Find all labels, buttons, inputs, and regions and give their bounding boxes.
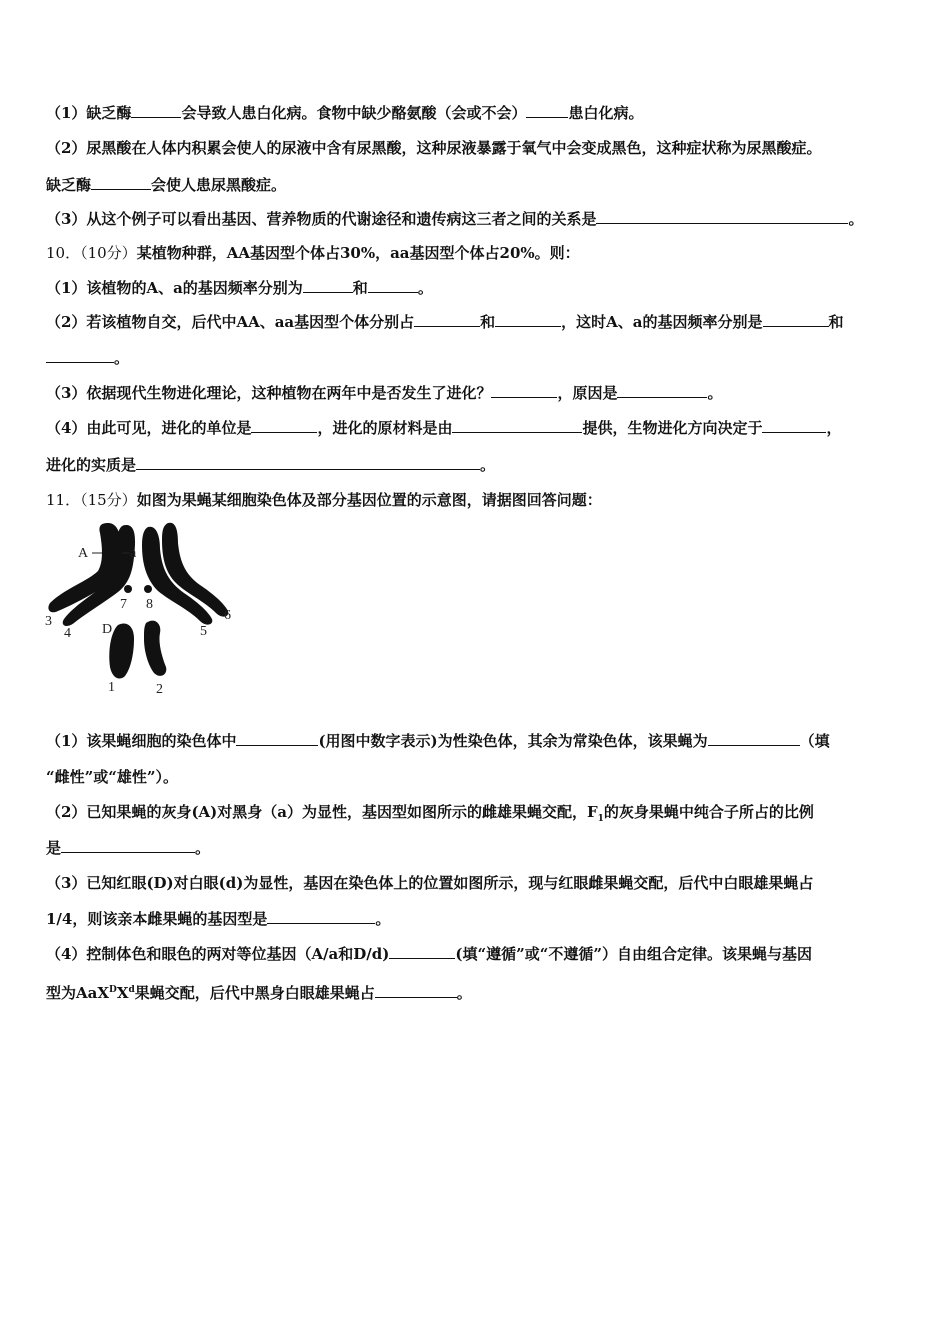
q11-part1: （1）该果蝇细胞的染色体中 (用图中数字表示)为性染色体，其余为常染色体，该果蝇为 （填 [46, 732, 830, 750]
q11-part4-cont: 型为$AaX^DX^d$果蝇交配，后代中黑身白眼雄果蝇占 。 [46, 984, 472, 1002]
blank[interactable] [303, 278, 353, 293]
blank[interactable] [267, 909, 375, 924]
blank[interactable] [495, 312, 561, 327]
chromosome-3 [48, 523, 120, 612]
blank[interactable] [414, 312, 480, 327]
blank[interactable] [136, 455, 480, 470]
q11-part3-cont: 1/4，则该亲本雌果蝇的基因型是 。 [46, 910, 391, 928]
label-4: 4 [64, 626, 71, 641]
q9-part3: （3）从这个例子可以看出基因、营养物质的代谢途径和遗传病这三者之间的关系是 。 [46, 210, 864, 228]
label-3: 3 [45, 614, 52, 629]
blank[interactable] [491, 383, 557, 398]
q10-part2: （2）若该植物自交，后代中AA、aa基因型个体分别占 和 ，这时A、a的基因频率分别是 和 [46, 313, 844, 331]
q10-stem: 10．（10分）某植物种群，AA基因型个体占30%，aa基因型个体占20%。则： [46, 244, 580, 262]
q9-part1: （1）缺乏酶 会导致人患白化病。食物中缺少酪氨酸（会或不会） 患白化病。 [46, 104, 644, 122]
q11-part3: （3）已知红眼(D)对白眼(d)为显性，基因在染色体上的位置如图所示，现与红眼雌果蝇交配，后代中白眼雄果蝇占 [46, 874, 814, 892]
blank[interactable] [526, 103, 568, 118]
chromosome-1 [109, 624, 134, 679]
blank[interactable] [596, 209, 848, 224]
label-6: 6 [224, 608, 231, 623]
blank[interactable] [368, 278, 418, 293]
label-2: 2 [156, 682, 163, 697]
chromosome-diagram [44, 515, 244, 700]
q9-part2-cont: 缺乏酶 会使人患尿黑酸症。 [46, 176, 287, 194]
blank[interactable] [389, 944, 455, 959]
blank[interactable] [708, 731, 800, 746]
q9-part2: （2）尿黑酸在人体内积累会使人的尿液中含有尿黑酸，这种尿液暴露于氧气中会变成黑色，这种症状称为尿黑酸症。 [46, 139, 822, 157]
q10-part2-cont: 。 [46, 348, 916, 368]
blank[interactable] [251, 418, 317, 433]
blank[interactable] [617, 383, 707, 398]
q10-part4: （4）由此可见，进化的单位是 ，进化的原材料是由 提供，生物进化方向决定于 ， [46, 419, 842, 437]
q11-part2-cont: 是 。 [46, 839, 211, 857]
chromosome-8 [144, 585, 152, 593]
blank[interactable] [452, 418, 582, 433]
q11-stem: 11．（15分）如图为果蝇某细胞染色体及部分基因位置的示意图，请据图回答问题： [46, 491, 602, 509]
blank[interactable] [61, 838, 195, 853]
blank[interactable] [131, 103, 181, 118]
label-5: 5 [200, 624, 207, 639]
chromosome-7 [124, 585, 132, 593]
label-A: A [78, 546, 89, 561]
q10-part1: （1）该植物的A、a的基因频率分别为 和 。 [46, 279, 433, 297]
label-D: D [102, 622, 113, 637]
blank[interactable] [46, 348, 114, 363]
blank[interactable] [236, 731, 318, 746]
blank[interactable] [763, 312, 829, 327]
label-8: 8 [146, 597, 153, 612]
label-1: 1 [108, 680, 115, 695]
blank[interactable] [375, 983, 457, 998]
blank[interactable] [762, 418, 826, 433]
label-a: a [130, 546, 137, 561]
q10-part3: （3）依据现代生物进化理论，这种植物在两年中是否发生了进化？ ，原因是 。 [46, 384, 723, 402]
blank[interactable] [91, 175, 151, 190]
q10-part4-cont: 进化的实质是 。 [46, 456, 496, 474]
q11-part2: （2）已知果蝇的灰身(A)对黑身（a）为显性，基因型如图所示的雌雄果蝇交配，$F_1$的灰身果蝇中纯合子所占的比例 [46, 803, 814, 824]
q11-part1-cont: “雌性”或“雄性”）。 [46, 768, 179, 786]
label-7: 7 [120, 597, 127, 612]
q11-part4: （4）控制体色和眼色的两对等位基因（A/a和D/d) (填“遵循”或“不遵循”）自由组合定律。该果蝇与基因 [46, 945, 812, 963]
chromosome-2 [144, 621, 166, 676]
